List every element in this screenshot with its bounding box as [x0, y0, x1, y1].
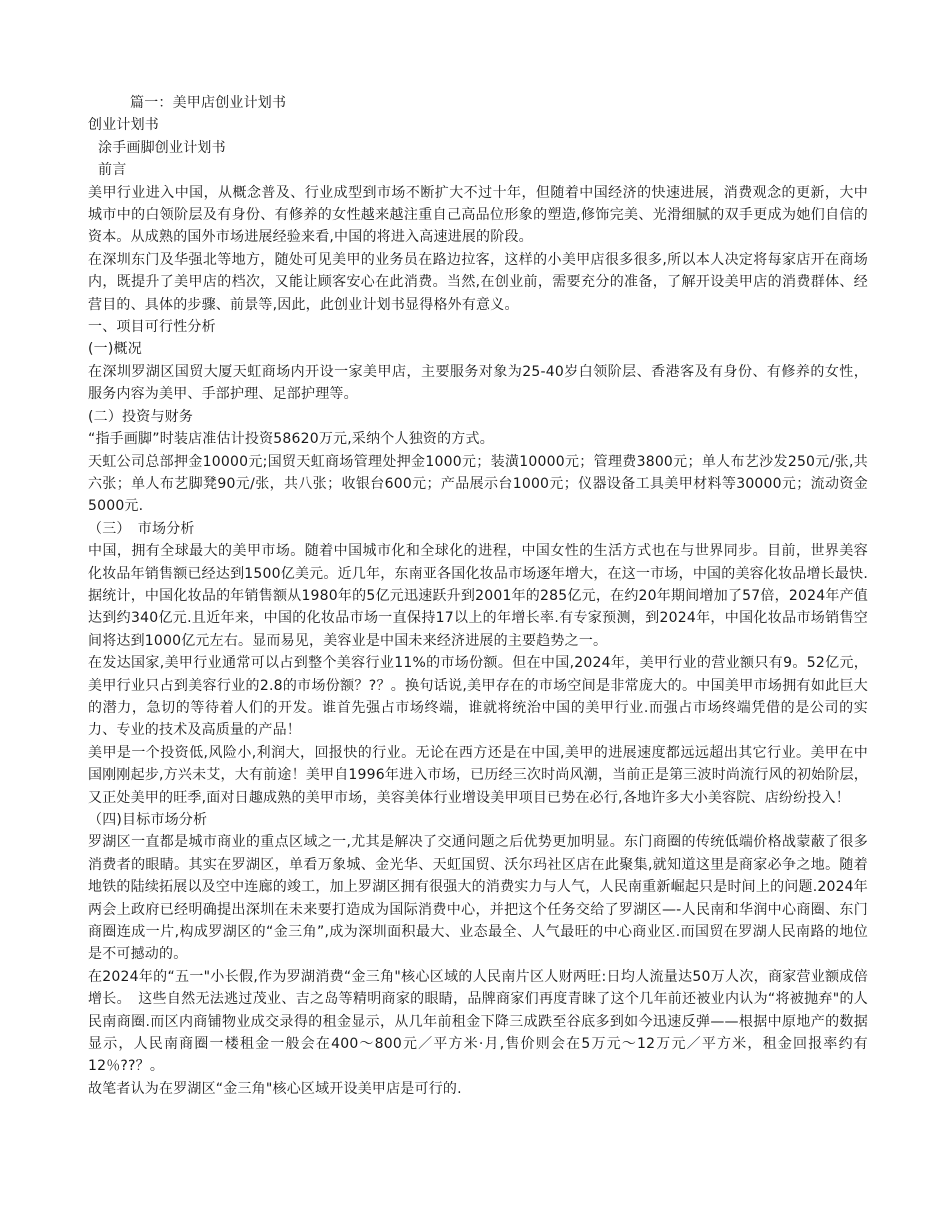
market-analysis-paragraph-1: 中国，拥有全球最大的美甲市场。随着中国城市化和全球化的进程，中国女性的生活方式也在与世界同步。目前，世界美容化妆品年销售额已经达到1500亿美元。近几年，东南亚各国化妆品市场逐年增大，在这一市场，中国的美容化妆品增长最快.据统计，中国化妆品的年销售额从1980年的5亿元迅速跃升到2001年的285亿元，在约20年期间增加了57倍，2024年产值达到约340亿元.且近年来，中国的化妆品市场一直保持17以上的年增长率.有专家预测，到2024年，中国化妆品市场销售空间将达到1000亿元左右。显而易见，美容业是中国未来经济进展的主要趋势之一。 — [88, 543, 868, 649]
investment-heading: (二）投资与财务 — [88, 408, 194, 425]
investment-paragraph-2: 天虹公司总部押金10000元;国贸天虹商场管理处押金1000元；装潢10000元；管理费3800元；单人布艺沙发250元/张,共六张；单人布艺脚凳90元/张，共八张；收银台600元；产品展示台1000元；仪器设备工具美甲材料等30000元；流动资金5000元. — [88, 453, 868, 515]
target-market-paragraph-1: 罗湖区一直都是城市商业的重点区域之一,尤其是解决了交通问题之后优势更加明显。东门商圈的传统低端价格战蒙蔽了很多消费者的眼睛。其实在罗湖区，单看万象城、金光华、天虹国贸、沃尔玛社区店在此聚集,就知道这里是商家必争之地。随着地铁的陆续拓展以及空中连廊的竣工，加上罗湖区拥有很强大的消费实力与人气，人民南重新崛起只是时间上的问题.2024年两会上政府已经明确提出深圳在未来要打造成为国际消费中心，并把这个任务交给了罗湖区—-人民南和华润中心商圈、东门商圈连成一片,构成罗湖区的“金三角”,成为深圳面积最大、业态最全、人气最旺的中心商业区.而国贸在罗湖人民南路的地位是不可撼动的。 — [88, 834, 868, 963]
document-title: 篇一：美甲店创业计划书 — [130, 95, 287, 111]
target-market-heading: （四)目标市场分析 — [88, 812, 208, 828]
overview-heading: (一)概况 — [88, 341, 142, 358]
plan-name: 涂手画脚创业计划书 — [98, 139, 226, 156]
document-page — [88, 92, 868, 1100]
preface-paragraph-2: 在深圳东门及华强北等地方，随处可见美甲的业务员在路边拉客，这样的小美甲店很多很多,所以本人决定将每家店开在商场内，既提升了美甲店的档次，又能让顾客安心在此消费。当然,在创业前，需要充分的准备，了解开设美甲店的消费群体、经营目的、具体的步骤、前景等,因此，此创业计划书显得格外有意义。 — [88, 251, 868, 313]
target-market-paragraph-2: 在2024年的“五一"小长假,作为罗湖消费“金三角"核心区域的人民南片区人财两旺:日均人流量达50万人次，商家营业额成倍增长。 这些自然无法逃过茂业、吉之岛等精明商家的眼睛，品牌商家们再度青睐了这个几年前还被业内认为“将被抛弃"的人民南商圈.而区内商铺物业成交录得的租金显示，从几年前租金下降三成跌至谷底多到如今迅速反弹——根据中原地产的数据显示，人民南商圈一楼租金一般会在400～800元／平方米·月,售价则会在5万元～12万元／平方米，租金回报率约有12％??？。 — [88, 968, 868, 1075]
preface-heading: 前言 — [98, 162, 127, 179]
market-analysis-paragraph-3: 美甲是一个投资低,风险小,利润大，回报快的行业。无论在西方还是在中国,美甲的进展速度都远远超出其它行业。美甲在中国刚刚起步,方兴未艾，大有前途！美甲自1996年进入市场，已历经三次时尚风潮，当前正是第三波时尚流行风的初始阶层，又正处美甲的旺季,面对日趣成熟的美甲市场，美容美体行业增设美甲项目已势在必行,各地许多大小美容院、店纷纷投入！ — [88, 744, 868, 806]
conclusion-paragraph: 故笔者认为在罗湖区“金三角"核心区域开设美甲店是可行的. — [88, 1080, 462, 1097]
market-analysis-paragraph-2: 在发达国家,美甲行业通常可以占到整个美容行业11%的市场份额。但在中国,2024年，美甲行业的营业额只有9。52亿元，美甲行业只占到美容行业的2.8的市场份额？?？。换句话说,美甲存在的市场空间是非常庞大的。中国美甲市场拥有如此巨大的潜力，急切的等待着人们的开发。谁首先强占市场终端，谁就将统治中国的美甲行业.而强占市场终端凭借的是公司的实力、专业的技术及高质量的产品！ — [88, 655, 868, 739]
document-subtitle: 创业计划书 — [88, 117, 159, 134]
market-analysis-heading: （三） 市场分析 — [88, 520, 195, 537]
section-1-heading: 一、项目可行性分析 — [88, 319, 216, 336]
preface-paragraph-1: 美甲行业进入中国，从概念普及、行业成型到市场不断扩大不过十年，但随着中国经济的快速进展，消费观念的更新，大中城市中的白领阶层及有身份、有修养的女性越来越注重自己高品位形象的塑造,修饰完美、光滑细腻的双手更成为她们自信的资本。从成熟的国外市场进展经验来看,中国的将进入高速进展的阶段。 — [88, 184, 868, 246]
investment-paragraph-1: “指手画脚”时装店准估计投资58620万元,采纳个人独资的方式。 — [88, 431, 494, 448]
overview-paragraph: 在深圳罗湖区国贸大厦天虹商场内开设一家美甲店，主要服务对象为25-40岁白领阶层、香港客及有身份、有修养的女性，服务内容为美甲、手部护理、足部护理等。 — [88, 363, 868, 403]
